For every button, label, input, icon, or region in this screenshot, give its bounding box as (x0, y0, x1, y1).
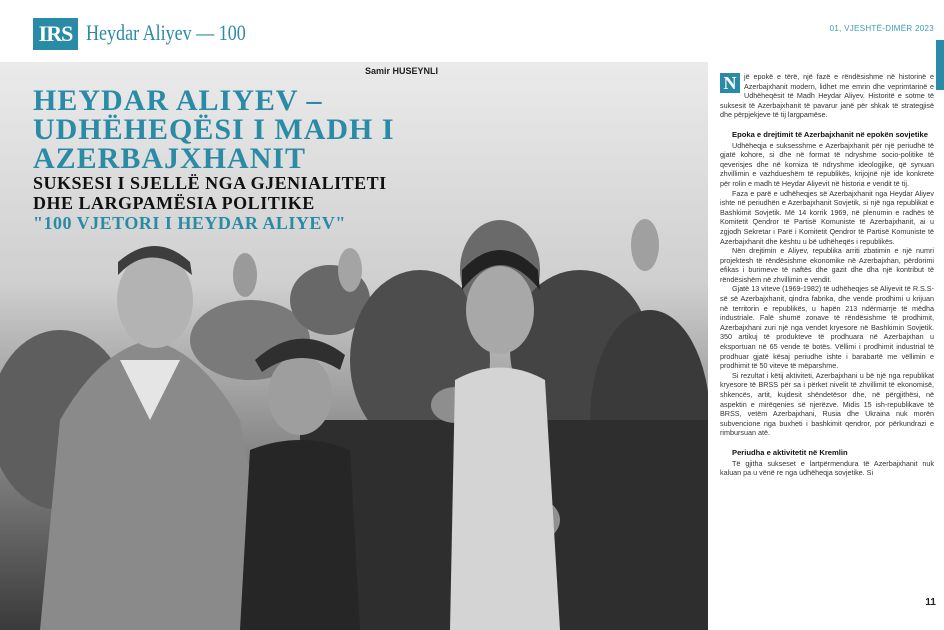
paragraph-1: Udhëheqja e suksesshme e Azerbajxhanit për një periudhë të gjatë kohore, si dhe në format të ndryshme socio-politike të qeverisjes dhe në korniza të ndryshme ideologjike, që synuan zhvillimin e vazhdueshëm të republikës, krijojnë një ide konkrete për rolin e madh të Heydar Aliyevit në historia e vendit të tij. (720, 140, 934, 188)
paragraph-5: Si rezultat i këtij aktiviteti, Azerbajxhani u bë një nga republikat kryesore të BRSS për sa i përket nivelit të zhvillimit të ekonomisë, shkencës, artit, kujdesit shëndetësor dhe, në përgjithësi, në aspektin e mirëqenies së njerëzve. Midis 15 ish-republikave të BRSS, vetëm Azerbajxhani, Rusia dhe Ukraina nuk morën subvencione nga buxheti i bashkimit qendror, por përkundrazi e rimbursuan atë. (720, 370, 934, 438)
issue-label: 01, VJESHTË-DIMËR 2023 (829, 24, 934, 33)
article-body (720, 72, 934, 478)
paragraph-4: Gjatë 13 viteve (1969-1982) të udhëheqjes së Aliyevit të R.S.S-së së Azerbajxhanit, qindra fabrika, dhe vende prodhimi u krijuan në territorin e republikës, u hapën 213 ndërmarrje të mëdha industriale. Falë shumë zonave të rëndësishme të prodhimit, Azerbajxhani zuri një nga vendet kryesore në Bashkimin Sovjetik. 350 artikuj të produkteve të prodhuara në Azerbajxhan u eksportuan në 65 vende të botës. Vëllimi i prodhimit industrial të prodhuar gjatë kësaj periudhe ishte i barabartë me vëllimin e prodhimit të 50 viteve të mëparshme. (720, 284, 934, 371)
section-title: Heydar Aliyev — 100 (86, 20, 246, 45)
irs-logo: IRS (33, 18, 78, 50)
paragraph-6: Të gjitha sukseset e lartpërmendura të Azerbajxhanit nuk kaluan pa u vënë re nga udhëheqja sovjetike. Si (720, 458, 934, 478)
paragraph-2: Faza e parë e udhëheqjes së Azerbajxhanit nga Heydar Aliyev ishte në periudhën e Azerbajxhanit Sovjetik, si një nga republikat e Bashkimit Sovjetik. Më 14 korrik 1969, në plenumin e radhës të Komitetit Qendror të Partisë Komuniste të Azerbajxhanit, ai u zgjodh Sekretar i Parë i Komitetit Qendror të Partisë Komuniste të Azerbajxhanit dhe kështu u bë udhëheqës i republikës. (720, 188, 934, 246)
page-header (0, 0, 708, 62)
dropcap: N (720, 73, 740, 93)
tagline: "100 VJETORI I HEYDAR ALIYEV" (33, 213, 346, 233)
page-number: 11 (925, 597, 936, 608)
article-title-block (33, 86, 453, 233)
title-line-3: AZERBAJXHANIT (33, 142, 307, 175)
intro-text: jë epokë e tërë, një fazë e rëndësishme në historinë e Azerbajxhanit modern, lidhet me emrin dhe veprimtarinë e Udhëheqësit të Madh Heydar Aliyev. Historitë e sotme të suksesit të Azerbajxhanit të pavarur janë për shkak të strategjisë dhe përpjekjeve të tij largpamëse. (720, 72, 934, 120)
author-name: Samir HUSEYNLI (365, 66, 439, 76)
intro-paragraph (720, 72, 934, 120)
section-heading-2: Periudha e aktivitetit në Kremlin (732, 447, 848, 457)
subtitle-line-1: SUKSESI I SJELLË NGA GJENIALITETI (33, 173, 387, 193)
title-line-1: HEYDAR ALIYEV – (33, 84, 323, 117)
issue-accent-bar (936, 40, 944, 90)
paragraph-3: Nën drejtimin e Aliyev, republika arriti zbatimin e një numri projektesh të rëndësishme ekonomike në Azerbajxhan, përdorimi efikas i burimeve të naftës dhe gazit dhe dha një kontribut të rëndësishëm në zhvillimin e vendit. (720, 246, 934, 284)
title-line-2: UDHËHEQËSI I MADH I (33, 113, 395, 146)
subtitle-line-2: DHE LARGPAMËSIA POLITIKE (33, 193, 315, 213)
section-heading-1: Epoka e drejtimit të Azerbajxhanit në epokën sovjetike (732, 129, 928, 139)
text-page (708, 0, 944, 630)
